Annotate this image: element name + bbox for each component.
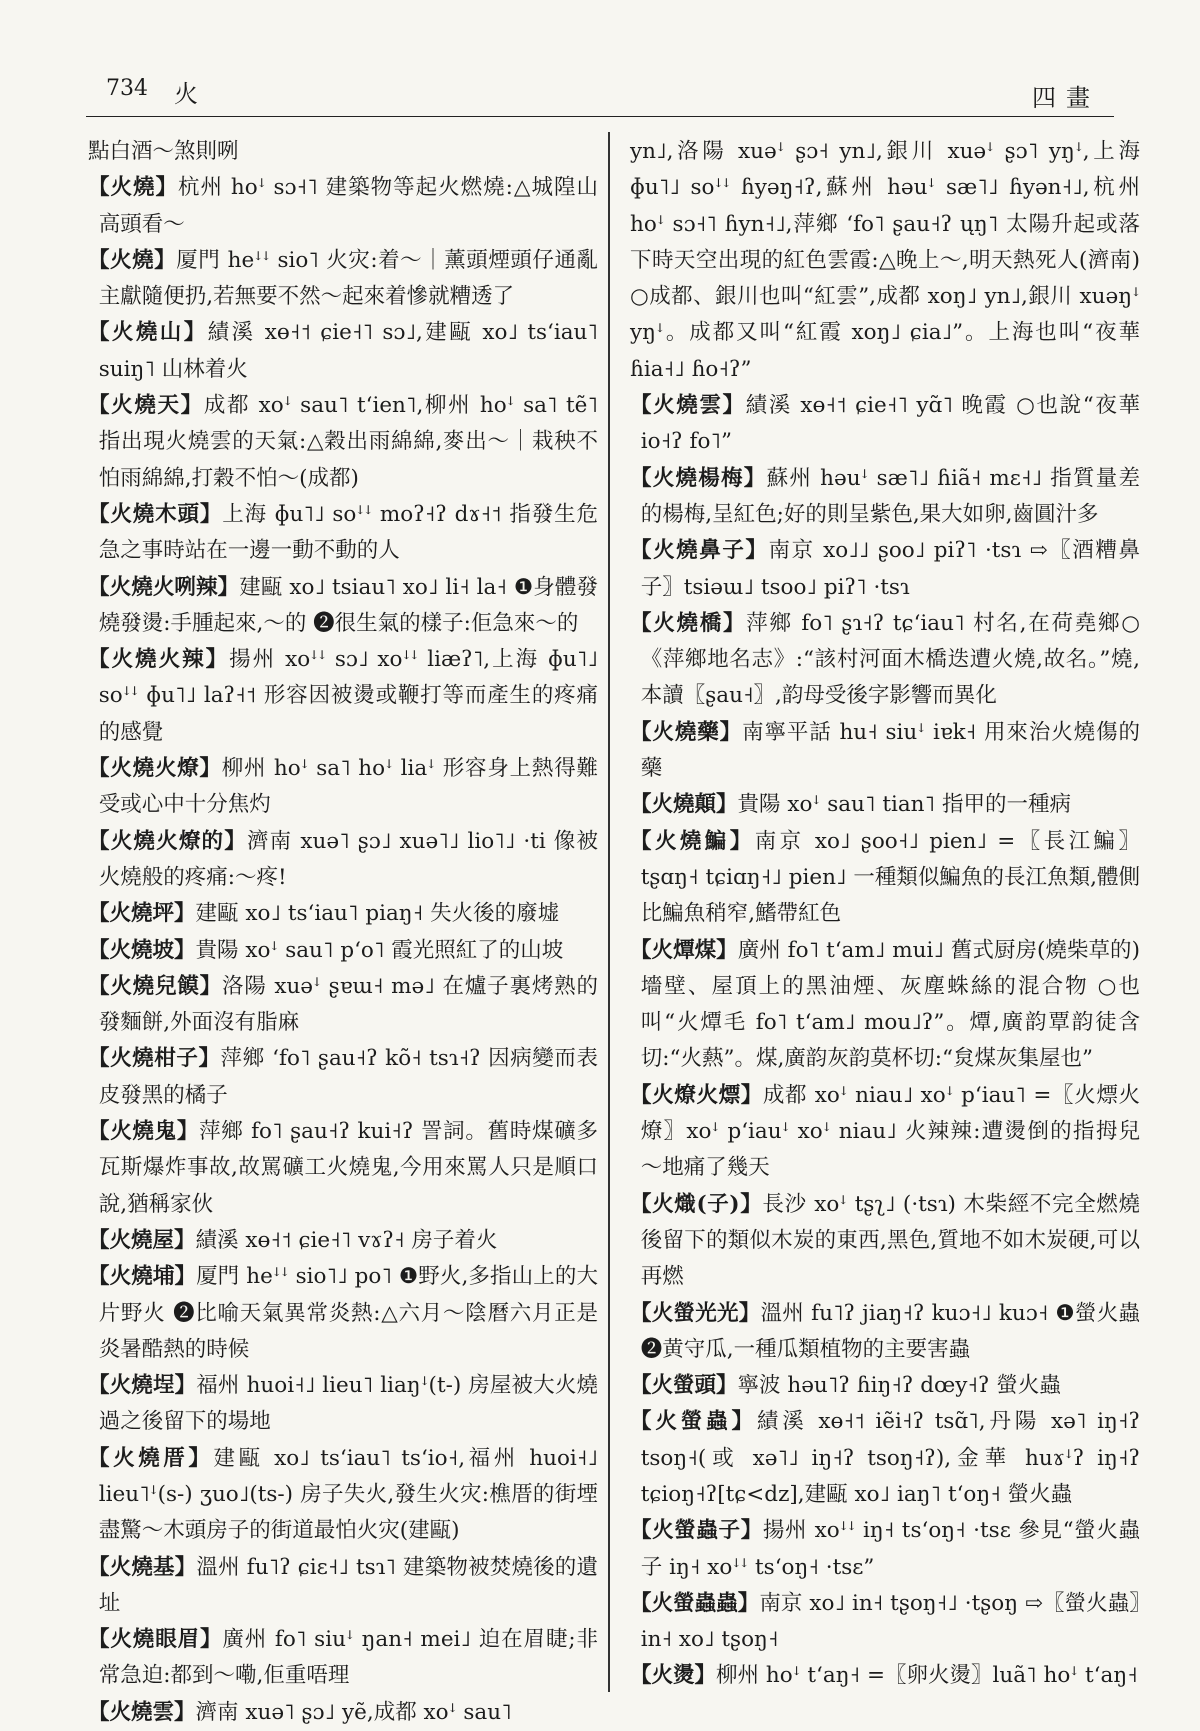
entry-definition: 濟南 xuə˥ ʂɔ˩ yẽ,成都 xoꜜ sau˥ xyxy=(195,1699,512,1725)
entry-definition: 揚州 xoꜜꜜ iŋ˧ tsʻoŋ˧ ·tsɛ 參見“螢火蟲子 iŋ˧ xoꜜꜜ tsʻoŋ˧ ·tsɛ” xyxy=(640,1518,1140,1580)
entry-headword: 【火螢蟲子】 xyxy=(630,1518,763,1544)
entry-definition: 萍鄉 ʻfo˥ ʂau˧ʔ kõ˧ tsɿ˧ʔ 因病變而表皮發黑的橘子 xyxy=(98,1046,598,1108)
entry-definition: 蘇州 həuꜜ sæ˥˩ ɦiã˧ mɛ˧˩ 指質量差的楊梅,呈紅色;好的則呈紫色,果大如卵,齒圓汁多 xyxy=(640,465,1140,527)
entry-definition: 南京 xo˩˩ ʂoo˩ piʔ˥ ·tsɿ ⇨〖酒糟鼻子〗tsiəɯ˩ tsoo˩ piʔ˥ ·tsɿ xyxy=(640,538,1140,600)
dictionary-entry xyxy=(630,134,1140,388)
running-head-character: 火 xyxy=(174,80,198,108)
dictionary-entry xyxy=(630,1296,1140,1369)
entry-headword: 【火燒橋】 xyxy=(630,610,747,636)
entry-definition: 萍鄉 fo˥ ʂau˧ʔ kui˧ʔ 詈詞。舊時煤礦多瓦斯爆炸事故,故罵礦工火燒鬼,今用來罵人只是順口說,猶稱家伙 xyxy=(98,1119,598,1217)
page-number: 734 xyxy=(106,76,148,101)
entry-headword: 【火螢蟲蟲】 xyxy=(630,1590,760,1616)
dictionary-entry xyxy=(88,1223,598,1259)
dictionary-entry xyxy=(88,933,598,969)
entry-headword: 【火燒屋】 xyxy=(88,1227,196,1253)
dictionary-entry xyxy=(630,1404,1140,1513)
entry-definition: 南京 xo˩ in˧ tʂoŋ˧˩ ·tʂoŋ ⇨〖螢火蟲〗in˧ xo˩ tʂoŋ˧ xyxy=(640,1590,1140,1653)
entry-definition: 建甌 xo˩ tsiau˥ xo˩ li˧ la˧ ❶身體發燒發燙:手腫起來,～的 ❷很生氣的樣子:佢急來～的 xyxy=(98,574,598,636)
entry-definition: 杭州 hoꜜ sɔ˧˥ 建築物等起火燃燒:△城隍山高頭看～ xyxy=(98,175,598,237)
dictionary-entry xyxy=(88,642,598,751)
dictionary-entry xyxy=(630,606,1140,715)
entry-headword: 【火燒】 xyxy=(88,247,177,273)
dictionary-entry xyxy=(630,715,1140,788)
dictionary-entry xyxy=(88,1441,598,1550)
dictionary-entry xyxy=(88,388,598,497)
entry-headword: 【火燒柑子】 xyxy=(88,1046,221,1072)
entry-definition: 濟南 xuə˥ ʂɔ˩ xuə˥˩ lio˥˩ ·ti 像被火燒般的疼痛:～疼! xyxy=(98,828,598,890)
entry-headword: 【火燒雲】 xyxy=(88,1699,196,1725)
entry-headword: 【火燒火燎的】 xyxy=(88,828,247,854)
entry-headword: 【火螢光光】 xyxy=(630,1300,761,1326)
dictionary-entry xyxy=(88,824,598,897)
entry-headword: 【火燒】 xyxy=(88,175,179,201)
entry-headword: 【火燒眼眉】 xyxy=(88,1627,223,1653)
dictionary-entry xyxy=(88,969,598,1042)
dictionary-entry xyxy=(630,824,1140,933)
dictionary-entry xyxy=(630,787,1140,823)
entry-definition: 南寧平話 hu˧ siuꜜ iɐk˧ 用來治火燒傷的藥 xyxy=(640,719,1140,782)
entry-definition: 洛陽 xuəꜜ ʂɐɯ˧ mə˩ 在爐子裏烤熟的發麵餅,外面沒有脂麻 xyxy=(98,973,598,1036)
entry-definition: 貴陽 xoꜜ sau˥ tian˥ 指甲的一種病 xyxy=(737,792,1071,818)
dictionary-entry xyxy=(630,933,1140,1078)
entry-definition: 點白酒～煞則咧 xyxy=(88,139,239,164)
entry-definition: 溫州 fu˥ʔ ɕiɛ˧˩ tsɿ˥ 建築物被焚燒後的遺址 xyxy=(98,1554,598,1616)
entry-headword: 【火燒天】 xyxy=(88,393,204,419)
entry-headword: 【火燒埔】 xyxy=(88,1264,197,1290)
entry-definition: 廣州 fo˥ tʻam˩ mui˩ 舊式厨房(燒柴草的)墻壁、屋頂上的黑油煙、灰塵蛛絲的混合物 ○也叫“火燂毛 fo˥ tʻam˩ mou˩ʔ”。燂,廣韵覃韵徒含切:“火爇”。煤,廣韵灰韵莫杯切:“炱煤灰集屋也” xyxy=(640,937,1140,1072)
entry-definition: 績溪 xɵ˧˦ ɕie˧˥ vɤʔ˧ 房子着火 xyxy=(195,1227,498,1253)
entry-headword: 【火燙】 xyxy=(630,1663,717,1689)
entry-definition: 南京 xo˩ ʂoo˧˩ pien˩ =〖長江鯿〗tʂɑŋ˧ tɕiɑŋ˧˩ pien˩ 一種類似鯿魚的長江魚類,體側比鯿魚稍窄,鰭帶紅色 xyxy=(640,828,1140,927)
entry-headword: 【火燒鼻子】 xyxy=(630,538,769,564)
entry-definition: 建甌 xo˩ tsʻiau˥ tsʻio˧,福州 huoi˧˩ lieu˥ꜜ(s-) ʒuo˩(ts-) 房子失火,發生火灾:樵厝的街堙盡驚～木頭房子的街道最怕火灾(建甌) xyxy=(98,1445,598,1544)
dictionary-entry xyxy=(88,1550,598,1623)
dictionary-entry xyxy=(630,533,1140,606)
entry-headword: 【火燒楊梅】 xyxy=(630,465,767,491)
entry-headword: 【火燒基】 xyxy=(88,1554,197,1580)
dictionary-entry xyxy=(88,243,598,316)
entry-definition: 建甌 xo˩ tsʻiau˥ piaŋ˧ 失火後的廢墟 xyxy=(195,901,560,927)
dictionary-entry xyxy=(630,1658,1140,1694)
dictionary-entry xyxy=(88,170,598,243)
entry-definition: yn˩,洛陽 xuəꜜ ʂɔ˧ yn˩,銀川 xuəꜜ ʂɔ˥ yŋꜜ,上海 ɸu˥˩ soꜜꜜ ɦyəŋ˧ʔ,蘇州 həuꜜ sæ˥˩ ɦyən˧˩,杭州 hoꜜ sɔ˧˥ ɦyn˧˩,萍鄉 ʻfo˥ ʂau˧ʔ ųŋ˥ 太陽升起或落下時天空出現的紅色雲霞:△晚上～,明天熱死人(濟南) ○成都、銀川也叫“紅雲”,成都 xoŋ˩ yn˩,銀川 xuəŋꜜ yŋꜜ。成都又叫“紅霞 xoŋ˩ ɕia˩”。上海也叫“夜華 ɦia˧˩ ɦo˧ʔ” xyxy=(630,139,1140,382)
entry-definition: 柳州 hoꜜ tʻaŋ˧ =〖卵火燙〗luã˥ hoꜜ tʻaŋ˧ xyxy=(716,1663,1138,1689)
left-column xyxy=(88,134,598,1725)
entry-definition: 貴陽 xoꜜ sau˥ pʻo˥ 霞光照紅了的山坡 xyxy=(195,937,564,963)
dictionary-entry xyxy=(630,388,1140,461)
entry-headword: 【火螢蟲】 xyxy=(630,1409,757,1435)
dictionary-entry xyxy=(88,134,598,170)
entry-definition: 績溪 xɵ˧˦ iẽi˧ʔ tsɑ̃˥,丹陽 xə˥ iŋ˧ʔ tsoŋ˧(或 xə˥˩ iŋ˧ʔ tsoŋ˧ʔ),金華 huɤꜜʔ iŋ˧ʔ tɕioŋ˧ʔ[tɕ<dz],建甌 xo˩ iaŋ˥ tʻoŋ˧ 螢火蟲 xyxy=(640,1409,1140,1507)
dictionary-entry xyxy=(88,315,598,388)
dictionary-entry xyxy=(88,1368,598,1441)
entry-headword: 【火燒火咧辣】 xyxy=(88,574,240,600)
dictionary-entry xyxy=(88,570,598,643)
entry-definition: 成都 xoꜜ sau˥ tʻien˥,柳州 hoꜜ sa˥ tẽ˥ 指出現火燒雲的天氣:△穀出雨綿綿,麥出～｜栽秧不怕雨綿綿,打穀不怕～(成都) xyxy=(98,393,598,491)
entry-definition: 福州 huoi˧˩ lieu˥ liaŋꜜ(t-) 房屋被大火燒過之後留下的場地 xyxy=(98,1373,598,1435)
entry-headword: 【火燒埕】 xyxy=(88,1373,197,1399)
entry-headword: 【火熾(子)】 xyxy=(630,1191,763,1217)
dictionary-entry xyxy=(88,1695,598,1731)
entry-definition: 成都 xoꜜ niau˩ xoꜜ pʻiau˥ =〖火熛火燎〗xoꜜ pʻiauꜜ xoꜜ niau˩ 火辣辣:遭燙倒的指拇兒～地痛了幾天 xyxy=(640,1082,1140,1181)
dictionary-entry xyxy=(88,1259,598,1368)
dictionary-entry xyxy=(630,1586,1140,1659)
entry-headword: 【火燒厝】 xyxy=(88,1445,214,1471)
entry-headword: 【火燒木頭】 xyxy=(88,501,223,527)
dictionary-entry xyxy=(88,751,598,824)
entry-definition: 長沙 xoꜜ tʂʅ˩ (·tsɿ) 木柴經不完全燃燒後留下的類似木炭的東西,黑色,質地不如木炭硬,可以再燃 xyxy=(640,1191,1140,1290)
dictionary-entry xyxy=(88,896,598,932)
entry-headword: 【火燒火辣】 xyxy=(88,647,230,673)
dictionary-entry xyxy=(88,497,598,570)
page-header xyxy=(86,72,1114,117)
entry-definition: 揚州 xoꜜꜜ sɔ˩ xoꜜꜜ liæʔ˥,上海 ɸu˥˩ soꜜꜜ ɸu˥˩ laʔ˧˦ 形容因被燙或鞭打等而產生的疼痛的感覺 xyxy=(98,647,598,745)
entry-definition: 厦門 heꜜꜜ sio˥˩ po˥ ❶野火,多指山上的大片野火 ❷比喻天氣異常炎熱:△六月～陰曆六月正是炎暑酷熱的時候 xyxy=(98,1264,598,1362)
entry-headword: 【火燒鯿】 xyxy=(630,828,755,854)
entry-definition: 廣州 fo˥ siuꜜ ŋan˧ mei˩ 迫在眉睫;非常急迫:都到～嘞,佢重唔理 xyxy=(98,1627,598,1689)
entry-definition: 柳州 hoꜜ sa˥ hoꜜ liaꜜ 形容身上熱得難受或心中十分焦灼 xyxy=(98,756,598,818)
entry-headword: 【火燒藥】 xyxy=(630,719,743,745)
dictionary-entry xyxy=(630,1368,1140,1404)
entry-definition: 績溪 xɵ˧˦ ɕie˧˥ yɑ̃˥ 晚霞 ○也說“夜華 io˧ʔ fo˥” xyxy=(640,393,1140,455)
entry-headword: 【火燒火燎】 xyxy=(88,756,222,782)
entry-headword: 【火燒坡】 xyxy=(88,937,196,963)
entry-headword: 【火燒顛】 xyxy=(630,792,738,818)
dictionary-entry xyxy=(630,1513,1140,1586)
entry-headword: 【火燒山】 xyxy=(88,320,208,346)
entry-definition: 厦門 heꜜꜜ sio˥ 火灾:着～｜薰頭煙頭仔通亂主獻隨便扔,若無要不然～起來着慘就糟透了 xyxy=(98,247,598,310)
entry-definition: 績溪 xɵ˧˦ ɕie˧˥ sɔ˩,建甌 xo˩ tsʻiau˥ suiŋ˥ 山林着火 xyxy=(98,320,598,382)
entry-definition: 寧波 həu˥ʔ ɦiŋ˧ʔ dœy˧ʔ 螢火蟲 xyxy=(737,1373,1061,1399)
dictionary-entry xyxy=(630,461,1140,534)
entry-definition: 萍鄉 fo˥ ʂɿ˧ʔ tɕʻiau˥ 村名,在荷堯鄉○《萍鄉地名志》:“該村河面木橋迭遭火燒,故名。”燒,本讀〖ʂau˧〗,韵母受後字影響而異化 xyxy=(640,610,1140,709)
entry-headword: 【火螢頭】 xyxy=(630,1373,738,1399)
entry-definition: 上海 ɸu˥˩ soꜜꜜ moʔ˧ʔ dɤ˧˦ 指發生危急之事時站在一邊一動不動的人 xyxy=(98,501,598,564)
entry-headword: 【火燒雲】 xyxy=(630,393,746,419)
right-column xyxy=(630,134,1140,1694)
entry-headword: 【火燒坪】 xyxy=(88,901,196,927)
entry-headword: 【火燒兒饃】 xyxy=(88,973,222,999)
dictionary-entry xyxy=(630,1078,1140,1187)
entry-headword: 【火燒鬼】 xyxy=(88,1119,200,1145)
entry-headword: 【火燎火熛】 xyxy=(630,1082,763,1108)
dictionary-entry xyxy=(630,1187,1140,1296)
dictionary-entry xyxy=(88,1622,598,1695)
column-divider xyxy=(608,132,610,1692)
entry-definition: 溫州 fu˥ʔ jiaŋ˧ʔ kuɔ˧˩ kuɔ˧ ❶螢火蟲 ❷黄守瓜,一種瓜類植物的主要害蟲 xyxy=(640,1300,1140,1362)
entry-headword: 【火燂煤】 xyxy=(630,937,738,963)
section-title: 四畫 xyxy=(1032,84,1100,112)
dictionary-entry xyxy=(88,1041,598,1114)
dictionary-entry xyxy=(88,1114,598,1223)
